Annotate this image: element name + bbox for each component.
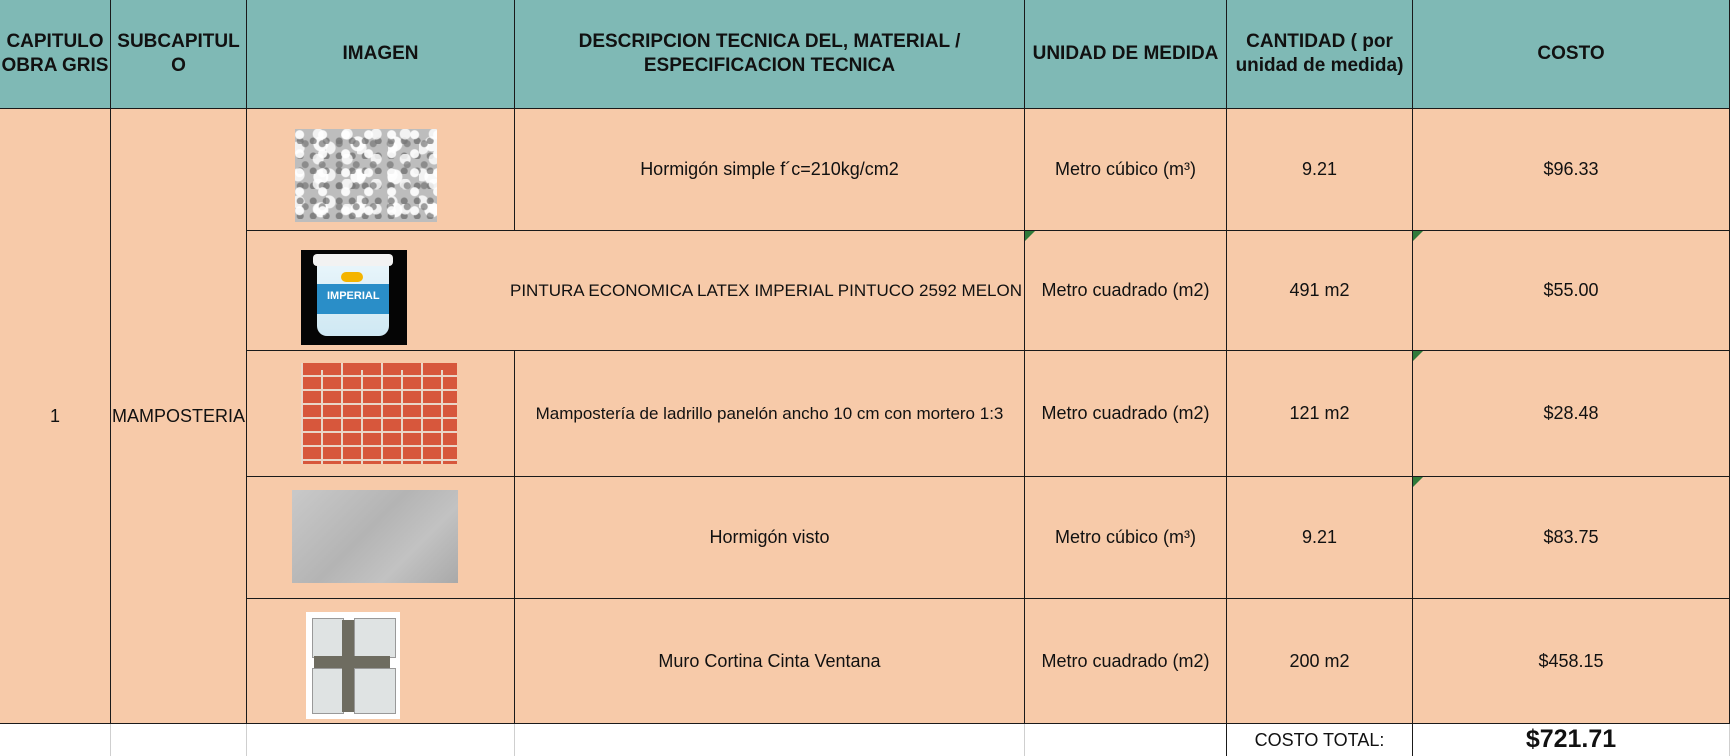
brick-wall-image — [301, 363, 457, 464]
bucket-label: IMPERIAL — [327, 290, 380, 302]
unidad-cell[interactable]: Metro cúbico (m³) — [1025, 109, 1227, 231]
footer-cell[interactable] — [1025, 724, 1227, 756]
total-value[interactable]: $721.71 — [1413, 724, 1730, 756]
brick-offset — [321, 370, 457, 464]
costo-cell[interactable]: $55.00 — [1413, 231, 1730, 351]
unidad-cell[interactable]: Metro cúbico (m³) — [1025, 477, 1227, 599]
footer-cell[interactable] — [515, 724, 1025, 756]
glass-pane — [354, 668, 396, 714]
concrete-texture-image — [295, 129, 437, 222]
header-unidad[interactable]: UNIDAD DE MEDIDA — [1025, 0, 1227, 109]
mullion-horizontal — [314, 656, 390, 668]
header-capitulo[interactable]: CAPITULO OBRA GRIS — [0, 0, 111, 109]
image-cell[interactable] — [247, 351, 515, 477]
glass-pane — [312, 668, 344, 714]
unidad-cell[interactable]: Metro cuadrado (m2) — [1025, 231, 1227, 351]
header-costo[interactable]: COSTO — [1413, 0, 1730, 109]
image-cell[interactable] — [247, 109, 515, 231]
costo-cell[interactable]: $83.75 — [1413, 477, 1730, 599]
header-subcapitulo[interactable]: SUBCAPITUL O — [111, 0, 247, 109]
glass-pane — [312, 618, 344, 658]
descripcion-text: PINTURA ECONOMICA LATEX IMPERIAL PINTUCO 2592 MELON — [509, 280, 1022, 300]
footer-cell[interactable] — [0, 724, 111, 756]
curtain-wall-image — [306, 612, 400, 719]
descripcion-cell[interactable]: Hormigón visto — [515, 477, 1025, 599]
glass-pane — [354, 618, 396, 658]
image-cell[interactable] — [247, 477, 515, 599]
bucket-logo — [341, 272, 363, 282]
unidad-cell[interactable]: Metro cuadrado (m2) — [1025, 599, 1227, 724]
cantidad-cell[interactable]: 121 m2 — [1227, 351, 1413, 477]
costo-cell[interactable]: $458.15 — [1413, 599, 1730, 724]
header-cantidad[interactable]: CANTIDAD ( por unidad de medida) — [1227, 0, 1413, 109]
descripcion-cell[interactable]: Mampostería de ladrillo panelón ancho 10 cm con mortero 1:3 — [515, 351, 1025, 477]
descripcion-cell[interactable]: Muro Cortina Cinta Ventana — [515, 599, 1025, 724]
bucket-lid — [313, 254, 393, 266]
capitulo-cell[interactable]: 1 — [0, 109, 111, 724]
descripcion-cell[interactable]: Hormigón simple f´c=210kg/cm2 — [515, 109, 1025, 231]
footer-cell[interactable] — [247, 724, 515, 756]
costo-cell[interactable]: $96.33 — [1413, 109, 1730, 231]
cantidad-cell[interactable]: 491 m2 — [1227, 231, 1413, 351]
exposed-concrete-image — [292, 490, 458, 583]
header-descripcion[interactable]: DESCRIPCION TECNICA DEL, MATERIAL / ESPECIFICACION TECNICA — [515, 0, 1025, 109]
cantidad-cell[interactable]: 9.21 — [1227, 109, 1413, 231]
cantidad-cell[interactable]: 9.21 — [1227, 477, 1413, 599]
cantidad-cell[interactable]: 200 m2 — [1227, 599, 1413, 724]
footer-cell[interactable] — [111, 724, 247, 756]
subcapitulo-cell[interactable]: MAMPOSTERIA — [111, 109, 247, 724]
header-imagen[interactable]: IMAGEN — [247, 0, 515, 109]
unidad-cell[interactable]: Metro cuadrado (m2) — [1025, 351, 1227, 477]
image-cell[interactable] — [247, 599, 515, 724]
costo-cell[interactable]: $28.48 — [1413, 351, 1730, 477]
total-label[interactable]: COSTO TOTAL: — [1227, 724, 1413, 756]
paint-bucket-image — [301, 250, 407, 345]
